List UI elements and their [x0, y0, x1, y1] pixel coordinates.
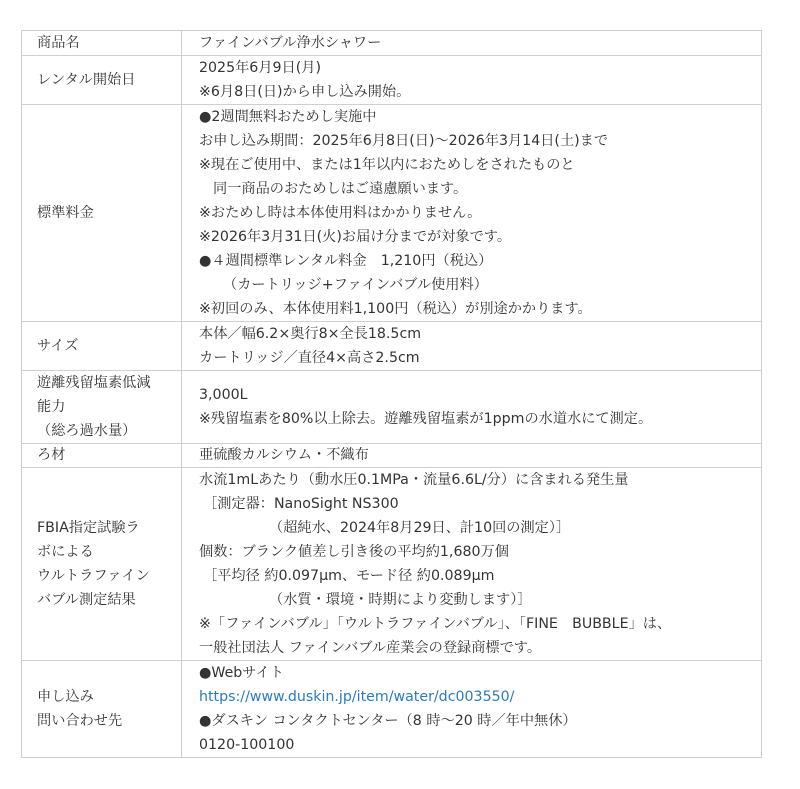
value-line: 本体／幅6.2×奥行8×全長18.5cm	[199, 326, 422, 342]
value-line: ●ダスキン コンタクトセンター（8 時〜20 時／年中無休）	[199, 713, 577, 729]
label-text: バブル測定結果	[37, 592, 136, 608]
table-row-size	[22, 322, 762, 371]
table-row-contact	[22, 661, 762, 758]
value-standard-fee	[182, 105, 762, 322]
label-text: 問い合わせ先	[37, 713, 123, 729]
label-rental-start	[22, 56, 182, 105]
table-row-filter-material	[22, 444, 762, 468]
value-line: ●Webサイト	[199, 665, 284, 681]
value-size	[182, 322, 762, 371]
label-text: 申し込み	[37, 689, 94, 705]
value-line: 亜硫酸カルシウム・不織布	[199, 447, 369, 463]
label-text: レンタル開始日	[37, 72, 136, 88]
product-spec-table	[21, 30, 762, 758]
value-line: お申し込み期間：2025年6月8日(日)〜2026年3月14日(土)まで	[199, 133, 609, 149]
label-filter-material	[22, 444, 182, 468]
value-line: 個数：ブランク値差し引き後の平均約1,680万個	[199, 544, 509, 560]
value-fbia-results	[182, 468, 762, 661]
value-line: ［平均径 約0.097μm、モード径 約0.089μm	[203, 568, 495, 584]
label-fbia-results	[22, 468, 182, 661]
value-line: ※おためし時は本体使用料はかかりません。	[199, 205, 482, 221]
value-line: 水流1mLあたり（動水圧0.1MPa・流量6.6L/分）に含まれる発生量	[199, 472, 629, 488]
website-link[interactable]: https://www.duskin.jp/item/water/dc003550/	[199, 689, 515, 705]
value-line: カートリッジ／直径4×高さ2.5cm	[199, 350, 420, 366]
table-row-chlorine-removal	[22, 371, 762, 444]
value-line: ※残留塩素を80%以上除去。遊離残留塩素が1ppmの水道水にて測定。	[199, 411, 653, 427]
label-text: （総ろ過水量）	[37, 423, 137, 439]
label-text: ウルトラファイン	[37, 568, 150, 584]
value-product-name	[182, 31, 762, 56]
value-line: 同一商品のおためしはご遠慮願います。	[213, 181, 468, 197]
value-line: ［測定器：NanoSight NS300	[203, 496, 399, 512]
value-line: （超純水、2024年8月29日、計10回の測定）］	[269, 520, 571, 536]
value-line: 2025年6月9日(月)	[199, 60, 321, 76]
value-line: ※2026年3月31日(火)お届け分までが対象です。	[199, 229, 512, 245]
value-line: ※初回のみ、本体使用料1,100円（税込）が別途かかります。	[199, 301, 592, 317]
value-line: 一般社団法人 ファインバブル産業会の登録商標です。	[199, 640, 542, 656]
table-row-product-name	[22, 31, 762, 56]
value-line: ●2週間無料おためし実施中	[199, 109, 377, 125]
table-row-rental-start	[22, 56, 762, 105]
value-line: ※「ファインバブル」「ウルトラファインバブル」、「FINE BUBBLE」は、	[199, 616, 672, 632]
value-line: 3,000L	[199, 387, 248, 403]
label-text: ろ材	[37, 447, 66, 463]
value-filter-material	[182, 444, 762, 468]
value-line: （カートリッジ+ファインバブル使用料）	[223, 277, 488, 293]
label-product-name	[22, 31, 182, 56]
value-rental-start	[182, 56, 762, 105]
phone-number: 0120-100100	[199, 737, 295, 753]
table-row-fbia-results	[22, 468, 762, 661]
label-text: 商品名	[37, 34, 80, 51]
label-text: FBIA指定試験ラ	[37, 520, 140, 536]
label-chlorine-removal	[22, 371, 182, 444]
label-size	[22, 322, 182, 371]
spec-table-container	[21, 30, 762, 758]
value-line: ●４週間標準レンタル料金 1,210円（税込）	[199, 253, 493, 269]
label-text: サイズ	[37, 338, 79, 354]
label-text: ボによる	[37, 544, 94, 560]
value-line: ※現在ご使用中、または1年以内におためしをされたものと	[199, 157, 575, 173]
value-contact	[182, 661, 762, 758]
value-chlorine-removal	[182, 371, 762, 444]
label-standard-fee	[22, 105, 182, 322]
label-text: 遊離残留塩素低減	[37, 375, 151, 391]
value-line: ※6月8日(日)から申し込み開始。	[199, 84, 411, 100]
value-line: ファインバブル浄水シャワー	[199, 34, 382, 51]
value-line: （水質・環境・時期により変動します）］	[269, 592, 532, 608]
label-contact	[22, 661, 182, 758]
table-row-standard-fee	[22, 105, 762, 322]
label-text: 標準料金	[37, 205, 94, 221]
label-text: 能力	[37, 399, 66, 415]
